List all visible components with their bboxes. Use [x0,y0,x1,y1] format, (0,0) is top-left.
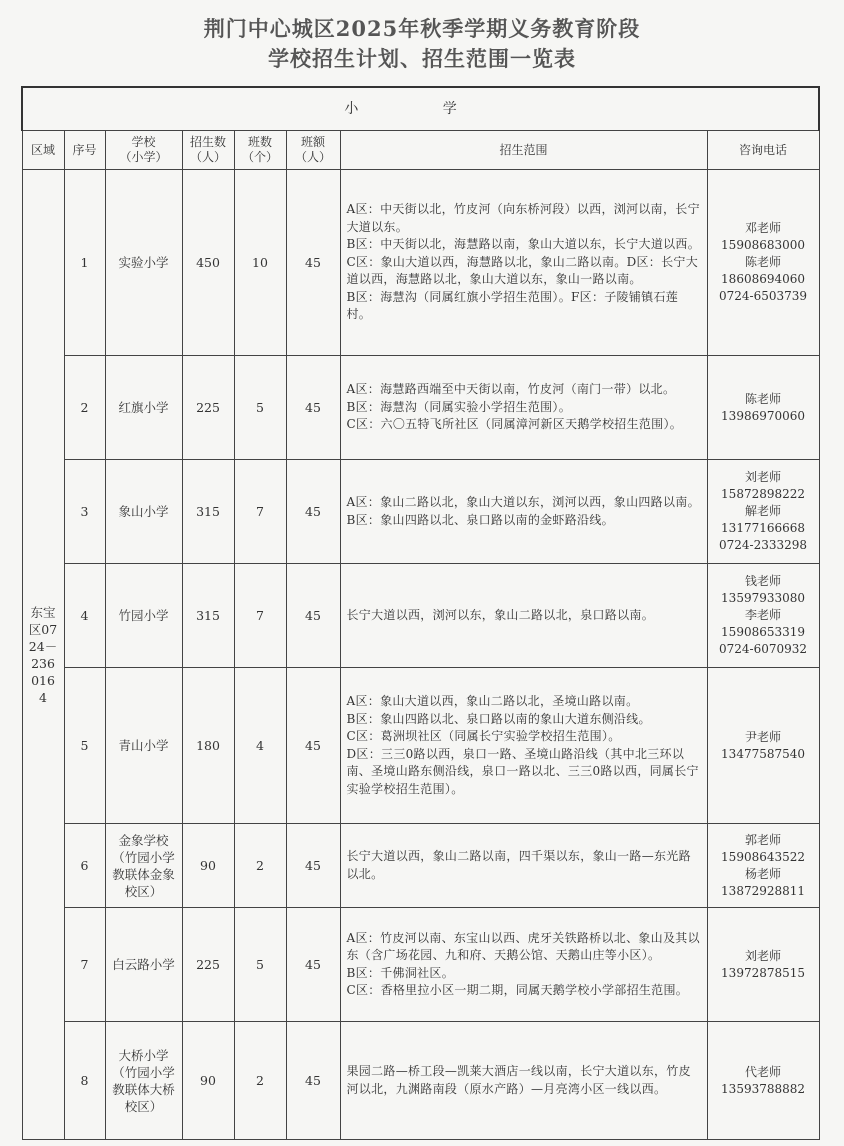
class-count: 7 [234,460,286,564]
contact-phone: 刘老师 13972878515 [707,908,819,1022]
header-contact: 咨询电话 [707,131,819,170]
school-name: 象山小学 [105,460,182,564]
header-index: 序号 [64,131,105,170]
enrollment-scope: A区：象山大道以西，象山二路以北，圣境山路以南。 B区：象山四路以北、泉口路以南的象山大道东侧沿线。 C区：葛洲坝社区（同属长宁实验学校招生范围）。 D区：三三0路以西，泉口一路、圣境山路沿线（其中北三环以南、圣境山路东侧沿线，泉口一路以北、三三0路以西，同属长宁实验学校招生范围）。 [340,668,707,824]
enrollment-scope: A区：竹皮河以南、东宝山以西、虎牙关铁路桥以北、象山及其以东（含广场花园、九和府、天鹅公馆、天鹅山庄等小区）。 B区：千佛洞社区。 C区：香格里拉小区一期二期，同属天鹅学校小学部招生范围。 [340,908,707,1022]
enroll-count: 315 [182,460,234,564]
header-scope: 招生范围 [340,131,707,170]
school-name: 大桥小学 （竹园小学 教联体大桥 校区） [105,1022,182,1140]
header-district: 区域 [22,131,64,170]
class-count: 5 [234,908,286,1022]
school-name: 金象学校 （竹园小学 教联体金象 校区） [105,824,182,908]
row-index: 1 [64,170,105,356]
table-row [22,1022,819,1140]
row-index: 2 [64,356,105,460]
contact-phone: 刘老师 15872898222 解老师 13177166668 0724-2333298 [707,460,819,564]
table-row [22,668,819,824]
enroll-count: 90 [182,824,234,908]
enrollment-scope: A区：海慧路西端至中天街以南，竹皮河（南门一带）以北。 B区：海慧沟（同属实验小学招生范围）。 C区：六〇五特飞所社区（同属漳河新区天鹅学校招生范围）。 [340,356,707,460]
class-size: 45 [286,170,340,356]
title-line-2: 学校招生计划、招生范围一览表 [268,46,576,71]
class-size: 45 [286,356,340,460]
contact-phone: 邓老师 15908683000 陈老师 18608694060 0724-6503739 [707,170,819,356]
class-count: 2 [234,1022,286,1140]
title-line-1: 荆门中心城区2025年秋季学期义务教育阶段 [203,16,641,41]
header-row [22,131,819,170]
enroll-count: 180 [182,668,234,824]
row-index: 4 [64,564,105,668]
enroll-count: 315 [182,564,234,668]
contact-phone: 代老师 13593788882 [707,1022,819,1140]
row-index: 5 [64,668,105,824]
header-school: 学校 （小学） [105,131,182,170]
class-count: 5 [234,356,286,460]
school-name: 红旗小学 [105,356,182,460]
enrollment-scope: 果园二路—桥工段—凯莱大酒店一线以南，长宁大道以东，竹皮河以北，九渊路南段（原水产路）—月亮湾小区一线以西。 [340,1022,707,1140]
header-enroll: 招生数 （人） [182,131,234,170]
class-count: 7 [234,564,286,668]
table-row [22,908,819,1022]
school-name: 青山小学 [105,668,182,824]
enrollment-scope: 长宁大道以西，象山二路以南，四千渠以东，象山一路—东光路以北。 [340,824,707,908]
enrollment-scope: 长宁大道以西，浏河以东，象山二路以北，泉口路以南。 [340,564,707,668]
class-size: 45 [286,460,340,564]
class-size: 45 [286,564,340,668]
header-classes: 班数 （个） [234,131,286,170]
enroll-count: 90 [182,1022,234,1140]
class-size: 45 [286,908,340,1022]
school-name: 竹园小学 [105,564,182,668]
table-row [22,170,819,356]
row-index: 6 [64,824,105,908]
contact-phone: 尹老师 13477587540 [707,668,819,824]
class-size: 45 [286,824,340,908]
row-index: 7 [64,908,105,1022]
document-title [0,14,844,74]
enrollment-table-container [21,86,818,1140]
table-row [22,356,819,460]
enroll-count: 225 [182,908,234,1022]
table-row [22,564,819,668]
contact-phone: 钱老师 13597933080 李老师 15908653319 0724-6070932 [707,564,819,668]
enroll-count: 450 [182,170,234,356]
enrollment-table [21,86,820,1140]
school-name: 白云路小学 [105,908,182,1022]
section-heading: 小 学 [22,87,819,131]
district-cell: 东宝区0724－2360164 [22,170,64,1140]
row-index: 3 [64,460,105,564]
class-size: 45 [286,1022,340,1140]
table-row [22,824,819,908]
enrollment-scope: A区：象山二路以北，象山大道以东，浏河以西，象山四路以南。 B区：象山四路以北、泉口路以南的金虾路沿线。 [340,460,707,564]
school-name: 实验小学 [105,170,182,356]
enrollment-scope: A区：中天街以北，竹皮河（向东桥河段）以西，浏河以南，长宁大道以东。 B区：中天街以北，海慧路以南，象山大道以东，长宁大道以西。 C区：象山大道以西，海慧路以北，象山二路以南。D区：长宁大道以西，海慧路以北，象山大道以东，象山一路以南。 B区：海慧沟（同属红旗小学招生范围）。F区：子陵铺镇石莲村。 [340,170,707,356]
table-row [22,460,819,564]
contact-phone: 陈老师 13986970060 [707,356,819,460]
row-index: 8 [64,1022,105,1140]
class-count: 2 [234,824,286,908]
class-count: 4 [234,668,286,824]
class-count: 10 [234,170,286,356]
enroll-count: 225 [182,356,234,460]
class-size: 45 [286,668,340,824]
contact-phone: 郭老师 15908643522 杨老师 13872928811 [707,824,819,908]
header-class-size: 班额 （人） [286,131,340,170]
